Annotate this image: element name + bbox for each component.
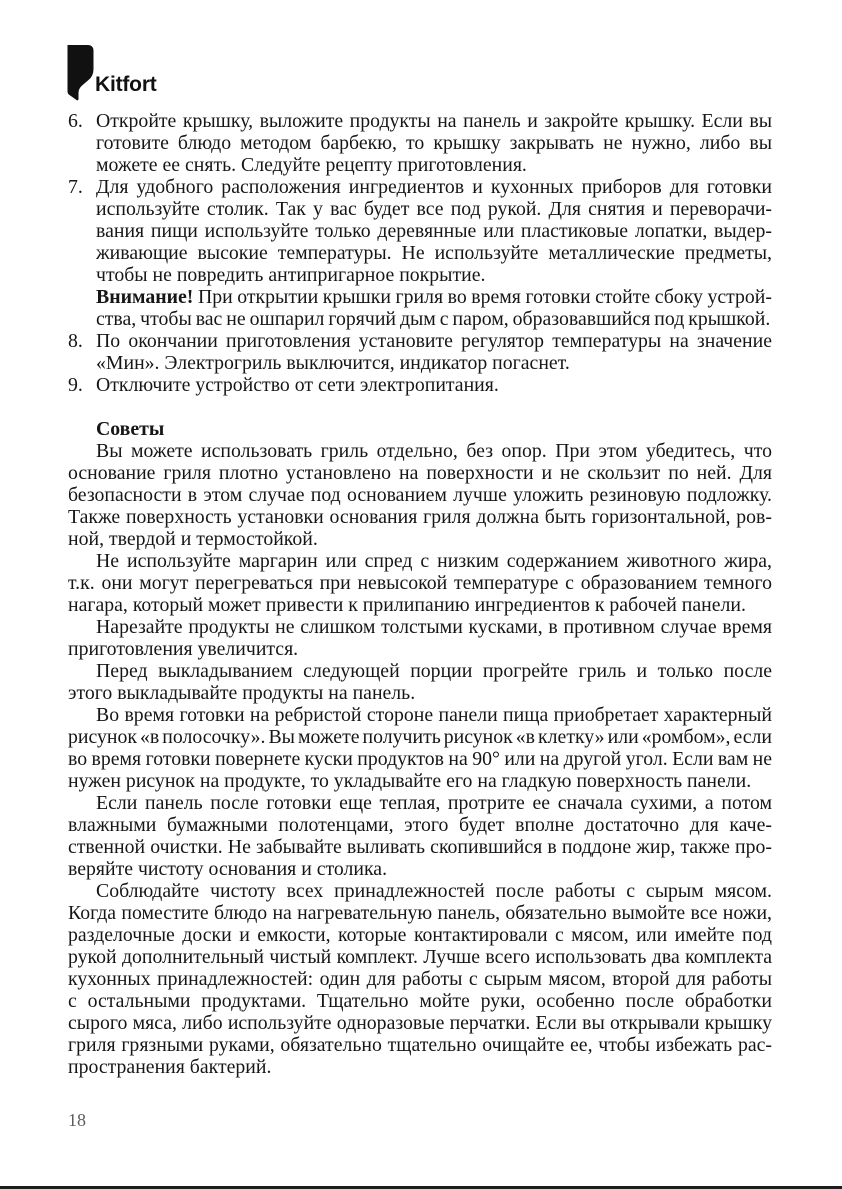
tips-paragraph [68,616,772,660]
text-line: «Мин». Электрогриль выключится, индикатор погаснет. [96,352,570,374]
page-content [68,110,772,1078]
text-line: используйте столик. Так у вас будет все под рукой. Для снятия и переворачи- [96,198,772,220]
step-item-9 [68,374,772,396]
text-line: Нарезайте продукты не слишком толстыми кусками, в противном случае время [96,616,772,638]
text-line: сырого мяса, либо используйте одноразовые перчатки. Если вы открывали крышку [68,1012,772,1034]
text-line: Вы можете использовать гриль отдельно, без опор. При этом убедитесь, что [96,440,772,462]
text-line: т.к. они могут перегреваться при невысокой температуре с образованием темного [68,572,772,594]
step-item-8 [68,330,772,374]
warning-label: Внимание! [96,286,194,308]
step-item-6 [68,110,772,176]
step-number: 8. [68,330,83,352]
text-line: с остальными продуктами. Тщательно мойте руки, особенно после обработки [68,990,772,1012]
step-text [96,110,772,176]
text-line: нужен рисунок на продукте, то укладывайте его на гладкую поверхность панели. [68,770,752,792]
warning-note [96,286,772,330]
text-line: живающие высокие температуры. Не используйте металлические предметы, [96,242,772,264]
step-number: 9. [68,374,83,396]
text-line: Если панель после готовки еще теплая, протрите ее сначала сухими, а потом [96,792,772,814]
tips-heading: Советы [96,418,165,440]
text-line: нагара, который может привести к прилипанию ингредиентов к рабочей панели. [68,594,746,616]
text-line: влажными бумажными полотенцами, этого будет вполне достаточно для каче- [68,814,772,836]
tips-paragraph [68,660,772,704]
warning-line [96,286,772,308]
tips-paragraph [68,792,772,880]
text-line: рукой дополнительный чистый комплект. Лучше всего использовать два комплекта [68,946,772,968]
warning-text: При открытии крышки гриля во время готовки стойте сбоку устрой- [197,286,772,308]
text-line: Для удобного расположения ингредиентов и кухонных приборов для готовки [96,176,772,198]
page-number: 18 [68,1110,86,1130]
tips-paragraph [68,440,772,550]
text-line: Откройте крышку, выложите продукты на панель и закройте крышку. Если вы [96,110,772,132]
step-text [96,176,772,330]
tips-paragraph [68,550,772,616]
text-line: вания пищи используйте только деревянные или пластиковые лопатки, выдер- [96,220,772,242]
tips-paragraph [68,880,772,1078]
text-line: во время готовки повернете куски продуктов на 90° или на другой угол. Если вам не [68,748,772,770]
text-line: Отключите устройство от сети электропитания. [96,374,499,396]
tips-paragraph [68,704,772,792]
text-line: Не используйте маргарин или спред с низким содержанием животного жира, [96,550,772,572]
text-line: пространения бактерий. [68,1056,272,1078]
text-line: Перед выкладыванием следующей порции прогрейте гриль и только после [96,660,772,682]
text-line: рисунок «в полосочку». Вы можете получить рисунок «в клетку» или «ромбом», если [68,726,772,748]
text-line: гриля грязными руками, обязательно тщательно очищайте ее, чтобы избежать рас- [68,1034,772,1056]
text-line: веряйте чистоту основания и столика. [68,858,388,880]
text-line: готовите блюдо методом барбекю, то крышку закрывать не нужно, либо вы [96,132,772,154]
text-line: Во время готовки на ребристой стороне панели пища приобретает характерный [96,704,772,726]
text-line: кухонных принадлежностей: один для работы с сырым мясом, второй для работы [68,968,772,990]
text-line: Когда поместите блюдо на нагревательную панель, обязательно вымойте все ножи, [68,902,772,924]
text-line: этого выкладывайте продукты на панель. [68,682,416,704]
text-line: ственной очистки. Не забывайте выливать скопившийся в поддоне жир, также про- [68,836,772,858]
step-item-7 [68,176,772,330]
text-line: разделочные доски и емкости, которые контактировали с мясом, или имейте под [68,924,772,946]
step-number: 6. [68,110,83,132]
text-line: Соблюдайте чистоту всех принадлежностей после работы с сырым мясом. [96,880,772,902]
kitfort-logo-icon [67,45,94,101]
step-text [96,330,772,374]
text-line: По окончании приготовления установите регулятор температуры на значение [96,330,772,352]
text-line: приготовления увеличится. [68,638,299,660]
warning-line: ства, чтобы вас не ошпарил горячий дым с паром, образовавшийся под крышкой. [96,308,771,330]
text-line: можете ее снять. Следуйте рецепту приготовления. [96,154,527,176]
text-line: Также поверхность установки основания гриля должна быть горизонтальной, ров- [68,506,772,528]
step-text [96,374,772,396]
brand-name: Kitfort [95,73,157,96]
text-line: безопасности в этом случае под основанием лучше уложить резиновую подложку. [68,484,772,506]
text-line: ной, твердой и термостойкой. [68,528,318,550]
text-line: основание гриля плотно установлено на поверхности и не скользит по ней. Для [68,462,772,484]
text-line: чтобы не повредить антипригарное покрытие. [96,264,486,286]
step-number: 7. [68,176,83,198]
